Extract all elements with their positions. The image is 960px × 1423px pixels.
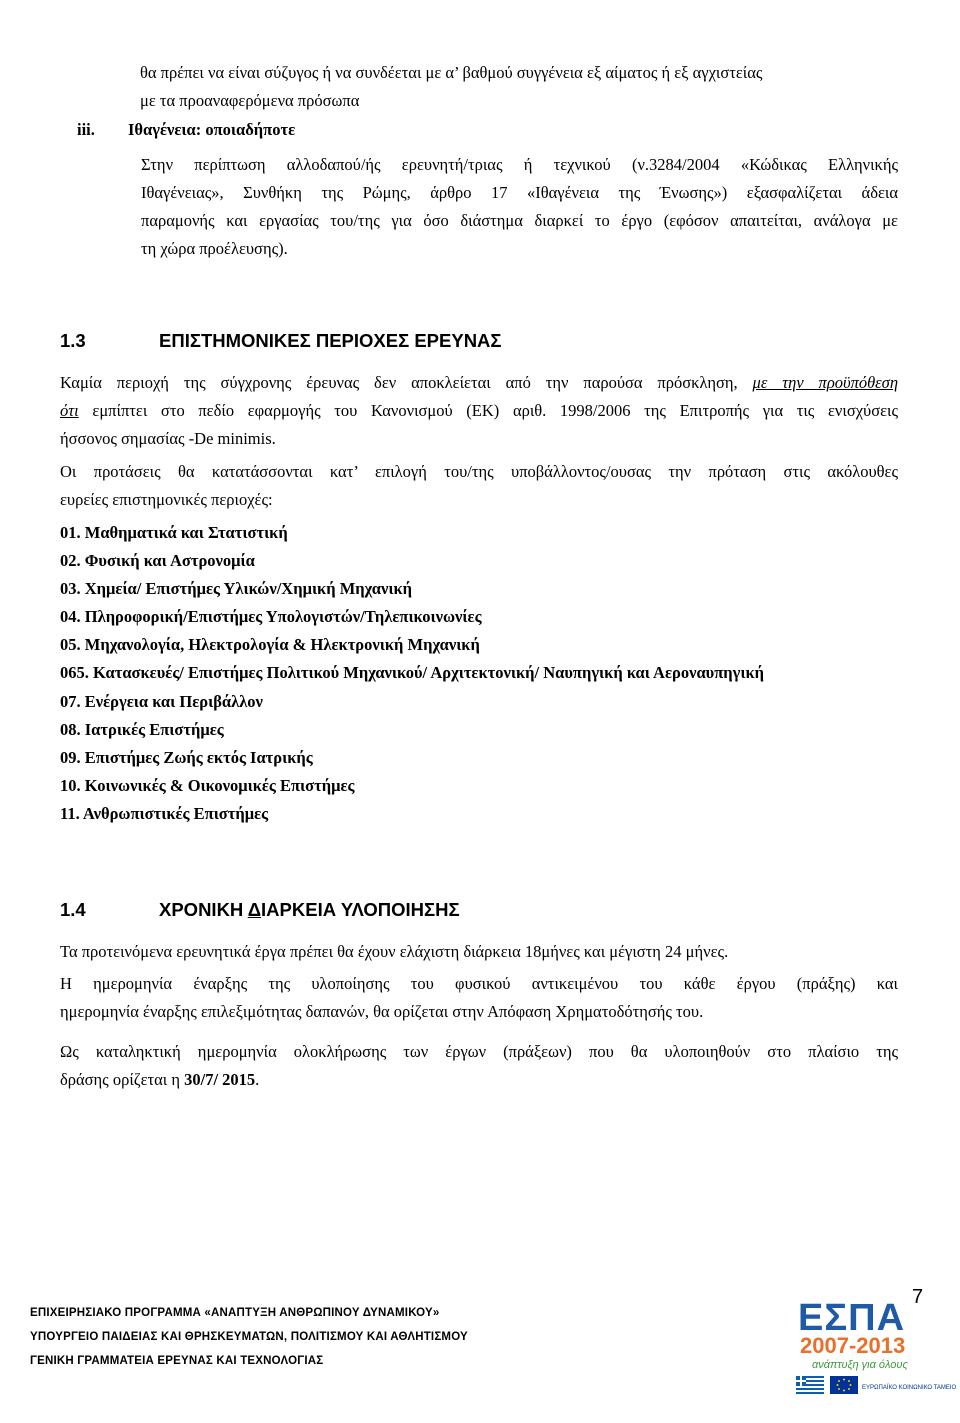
- nationality-line-2: Ιθαγένειας», Συνθήκη της Ρώμης, άρθρο 17 «Ιθαγένεια της Ένωσης») εξασφαλίζεται άδεια: [141, 183, 898, 202]
- espa-logo-fund: ΕΥΡΩΠΑΪΚΟ ΚΟΙΝΩΝΙΚΟ ΤΑΜΕΙΟ: [862, 1385, 957, 1391]
- list-item: 10. Κοινωνικές & Οικονομικές Επιστήμες: [60, 776, 355, 795]
- greek-flag-icon: [796, 1376, 824, 1394]
- areas-intro-text-2: εμπίπτει στο πεδίο εφαρμογής του Κανονισμού (ΕΚ) αριθ. 1998/2006 της Επιτροπής για τις ενισχύσεις: [92, 401, 898, 420]
- list-item: 01. Μαθηματικά και Στατιστική: [60, 523, 288, 542]
- areas-intro-text: Καμία περιοχή της σύγχρονης έρευνας δεν αποκλείεται από την παρούσα πρόσκληση,: [60, 373, 738, 392]
- section-number-1-3: 1.3: [60, 330, 86, 351]
- footer-programme: ΕΠΙΧΕΙΡΗΣΙΑΚΟ ΠΡΟΓΡΑΜΜΑ «ΑΝΑΠΤΥΞΗ ΑΝΘΡΩΠΙΝΟΥ ΔΥΝΑΜΙΚΟΥ»: [30, 1307, 440, 1319]
- end-date-value: 30/7/ 2015: [184, 1070, 256, 1089]
- espa-logo-brand: ΕΣΠΑ: [798, 1297, 906, 1339]
- list-item: 03. Χημεία/ Επιστήμες Υλικών/Χημική Μηχανική: [60, 579, 413, 598]
- areas-intro-emphasis: με την προϋπόθεση: [752, 373, 899, 392]
- nationality-line-4: τη χώρα προέλευσης).: [141, 239, 288, 258]
- start-date-line-1: Η ημερομηνία έναρξης της υλοποίησης του φυσικού αντικειμένου του κάθε έργου (πράξης) και: [60, 974, 898, 993]
- espa-logo-tagline: ανάπτυξη για όλους: [812, 1359, 908, 1371]
- section-title-1-4-part-2: ΙΑΡΚΕΙΑ ΥΛΟΠΟΙΗΣΗΣ: [261, 899, 460, 920]
- duration-paragraph: Τα προτεινόμενα ερευνητικά έργα πρέπει θα έχουν ελάχιστη διάρκεια 18μήνες και μέγιστη 24 μήνες.: [60, 942, 729, 961]
- start-date-line-2: ημερομηνία έναρξης επιλεξιμότητας δαπανών, θα ορίζεται στην Απόφαση Χρηματοδότησής του.: [60, 1002, 704, 1021]
- areas-intro-line-2: [60, 401, 898, 421]
- list-item: 05. Μηχανολογία, Ηλεκτρολογία & Ηλεκτρονική Μηχανική: [60, 635, 480, 654]
- list-marker-iii: iii.: [77, 120, 95, 139]
- nationality-line-3: παραμονής και εργασίας του/της για όσο διάστημα διαρκεί το έργο (εφόσον απαιτείται, ανάλογα με: [141, 211, 898, 230]
- end-date-line-2: [60, 1070, 259, 1090]
- areas-classification-line-2: ευρείες επιστημονικές περιοχές:: [60, 490, 273, 509]
- areas-classification-line-1: Οι προτάσεις θα κατατάσσονται κατ’ επιλογή του/της υποβάλλοντος/ουσας την πρόταση στις ακόλουθες: [60, 462, 898, 481]
- footer-secretariat: ΓΕΝΙΚΗ ΓΡΑΜΜΑΤΕΙΑ ΕΡΕΥΝΑΣ ΚΑΙ ΤΕΧΝΟΛΟΓΙΑΣ: [30, 1355, 324, 1367]
- footer-ministry: ΥΠΟΥΡΓΕΙΟ ΠΑΙΔΕΙΑΣ ΚΑΙ ΘΡΗΣΚΕΥΜΑΤΩΝ, ΠΟΛΙΤΙΣΜΟΥ ΚΑΙ ΑΘΛΗΤΙΣΜΟΥ: [30, 1331, 468, 1343]
- list-item: 02. Φυσική και Αστρονομία: [60, 551, 255, 570]
- list-item: 04. Πληροφορική/Επιστήμες Υπολογιστών/Τηλεπικοινωνίες: [60, 607, 482, 626]
- section-title-1-4-part-1: ΧΡΟΝΙΚΗ: [159, 899, 248, 920]
- areas-intro-line-3: ήσσονος σημασίας -De minimis.: [60, 429, 276, 448]
- areas-intro-line-1: [60, 373, 898, 393]
- list-item: 09. Επιστήμες Ζωής εκτός Ιατρικής: [60, 748, 313, 767]
- list-item: 07. Ενέργεια και Περιβάλλον: [60, 692, 263, 711]
- section-title-1-4: [159, 899, 460, 921]
- end-date-text: δράσης ορίζεται η: [60, 1070, 180, 1089]
- continuation-line-2: με τα προαναφερόμενα πρόσωπα: [140, 91, 360, 110]
- eu-flag-icon: [830, 1376, 858, 1394]
- end-date-period: .: [255, 1070, 260, 1089]
- list-item: 08. Ιατρικές Επιστήμες: [60, 720, 224, 739]
- end-date-line-1: Ως καταληκτική ημερομηνία ολοκλήρωσης των έργων (πράξεων) που θα υλοποιηθούν στο πλαίσιο της: [60, 1042, 898, 1061]
- nationality-line-1: Στην περίπτωση αλλοδαπού/ής ερευνητή/τριας ή τεχνικού (ν.3284/2004 «Κώδικας Ελληνικής: [141, 155, 898, 174]
- list-item: 11. Ανθρωπιστικές Επιστήμες: [60, 804, 269, 823]
- espa-logo: [790, 1290, 957, 1405]
- page-number: 7: [912, 1286, 924, 1308]
- section-title-1-4-underlined: Δ: [247, 899, 262, 920]
- section-number-1-4: 1.4: [60, 899, 86, 920]
- list-item: 065. Κατασκευές/ Επιστήμες Πολιτικού Μηχανικού/ Αρχιτεκτονική/ Ναυπηγική και Αεροναυπηγική: [60, 663, 765, 682]
- section-title-1-3: ΕΠΙΣΤΗΜΟΝΙΚΕΣ ΠΕΡΙΟΧΕΣ ΕΡΕΥΝΑΣ: [159, 330, 502, 351]
- continuation-line-1: θα πρέπει να είναι σύζυγος ή να συνδέεται με α’ βαθμού συγγένεια εξ αίματος ή εξ αγχιστείας: [140, 63, 763, 82]
- espa-logo-years: 2007-2013: [800, 1333, 906, 1358]
- nationality-label: Ιθαγένεια: οποιαδήποτε: [128, 120, 296, 139]
- areas-intro-emphasis-2: ότι: [60, 401, 79, 420]
